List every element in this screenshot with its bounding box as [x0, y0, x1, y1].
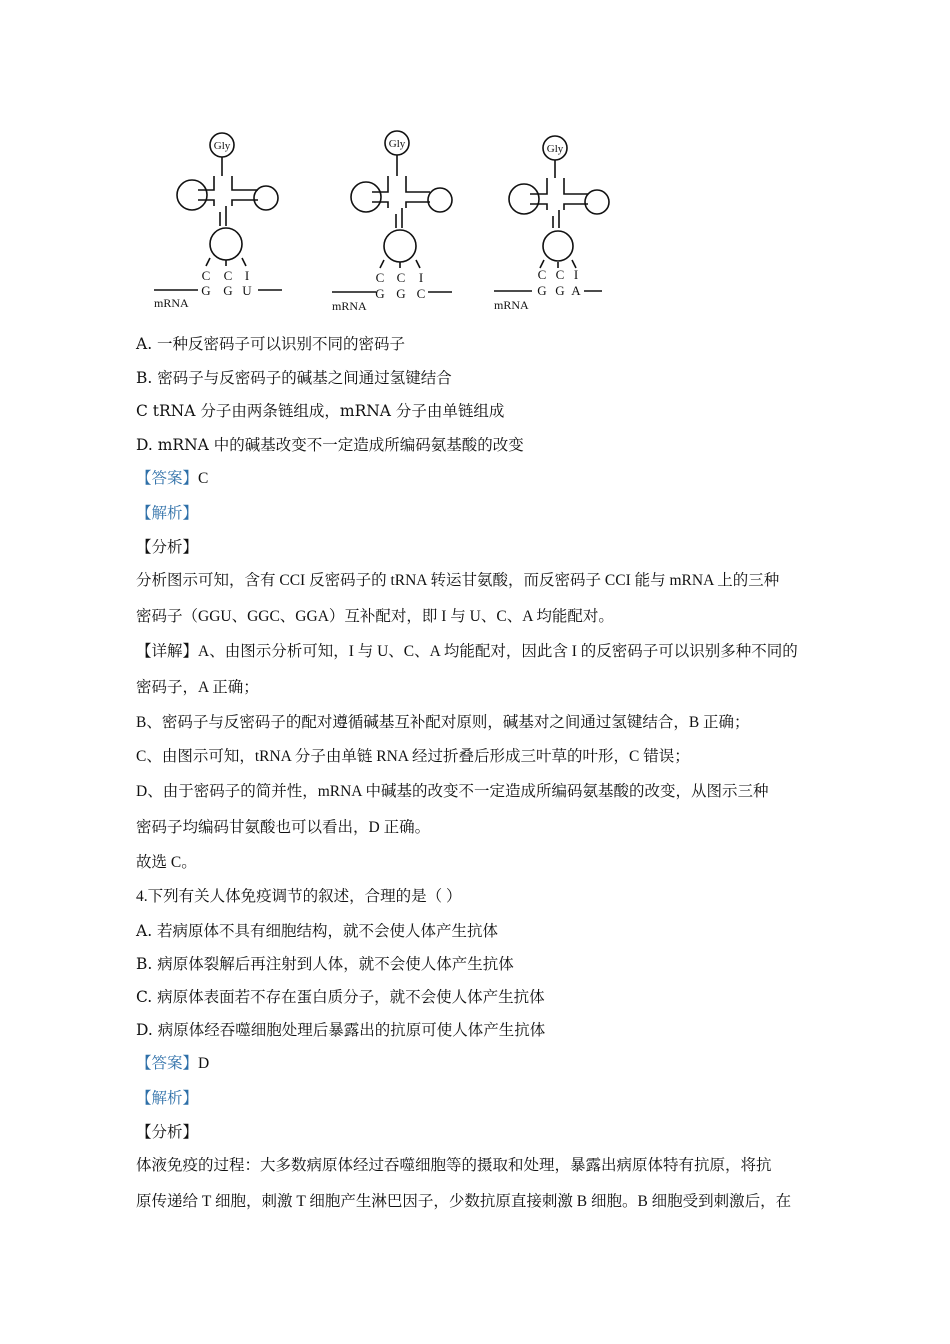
anticodon-base: C: [201, 268, 211, 283]
q4-option-a: A. 若病原体不具有细胞结构，就不会使人体产生抗体: [136, 922, 499, 940]
anticodon-base: I: [573, 267, 579, 282]
anticodon-base: I: [244, 268, 250, 283]
anticodon-base: C: [223, 268, 233, 283]
q3-detail-line-2: 密码子，A 正确；: [136, 679, 259, 696]
trna-panel-3: [494, 136, 609, 291]
answer-value: C: [198, 470, 209, 487]
q4-option-d: D. 病原体经吞噬细胞处理后暴露出的抗原可使人体产生抗体: [136, 1021, 546, 1039]
q3-option-c: C tRNA 分子由两条链组成，mRNA 分子由单链组成: [136, 402, 505, 420]
codon-base: G: [223, 283, 233, 298]
trna-diagram: [150, 128, 620, 318]
answer-value: D: [198, 1055, 210, 1072]
q3-answer: [136, 468, 208, 489]
trna-panel-1: [154, 133, 282, 290]
anticodon-base: C: [555, 267, 565, 282]
mrna-label: mRNA: [332, 299, 367, 313]
q3-conclusion: 故选 C。: [136, 854, 197, 871]
q3-detail-line-4: C、由图示可知，tRNA 分子由单链 RNA 经过折叠后形成三叶草的叶形，C 错误；: [136, 748, 690, 765]
anticodon-base: C: [396, 270, 406, 285]
amino-acid-label-2: Gly: [388, 138, 406, 150]
q3-option-b: B. 密码子与反密码子的碱基之间通过氢键结合: [136, 369, 452, 387]
q3-detail-line-5: D、由于密码子的简并性，mRNA 中碱基的改变不一定造成所编码氨基酸的改变，从图示三种: [136, 783, 769, 800]
q3-analysis-tag: 【分析】: [136, 538, 199, 556]
q3-analysis-line-1: 分析图示可知，含有 CCI 反密码子的 tRNA 转运甘氨酸，而反密码子 CCI 能与 mRNA 上的三种: [136, 572, 780, 589]
anticodon-base: I: [418, 270, 424, 285]
trna-panel-2: [332, 131, 452, 292]
amino-acid-label-3: Gly: [546, 143, 564, 155]
codon-base: C: [416, 286, 426, 301]
q4-stem: 4.下列有关人体免疫调节的叙述，合理的是（ ）: [136, 888, 462, 905]
q3-option-d: D. mRNA 中的碱基改变不一定造成所编码氨基酸的改变: [136, 436, 524, 454]
q3-detail-line-6: 密码子均编码甘氨酸也可以看出，D 正确。: [136, 819, 431, 836]
codon-base: G: [537, 283, 547, 298]
codon-base: G: [396, 286, 406, 301]
mrna-label: mRNA: [154, 296, 189, 310]
trna-figure: [150, 128, 620, 318]
q3-option-a: A. 一种反密码子可以识别不同的密码子: [136, 335, 406, 353]
amino-acid-label-1: Gly: [213, 140, 231, 152]
q4-explain-tag: 【解析】: [136, 1089, 199, 1107]
codon-base: A: [571, 283, 581, 298]
q4-analysis-tag: 【分析】: [136, 1123, 199, 1141]
answer-tag: 【答案】: [136, 1054, 199, 1072]
q3-analysis-line-2: 密码子（GGU、GGC、GGA）互补配对，即 I 与 U、C、A 均能配对。: [136, 608, 614, 625]
q4-option-b: B. 病原体裂解后再注射到人体，就不会使人体产生抗体: [136, 955, 514, 973]
codon-base: G: [555, 283, 565, 298]
codon-base: G: [375, 286, 385, 301]
q3-detail-line-1: 【详解】A、由图示分析可知，I 与 U、C、A 均能配对，因此含 I 的反密码子可以识别多种不同的: [136, 643, 798, 660]
codon-base: G: [201, 283, 211, 298]
q4-analysis-line-2: 原传递给 T 细胞，刺激 T 细胞产生淋巴因子，少数抗原直接刺激 B 细胞。B 细胞受到刺激后，在: [136, 1193, 792, 1210]
anticodon-base: C: [537, 267, 547, 282]
mrna-label: mRNA: [494, 298, 529, 312]
q3-explain-tag: 【解析】: [136, 504, 199, 522]
codon-base: U: [242, 283, 252, 298]
q4-option-c: C. 病原体表面若不存在蛋白质分子，就不会使人体产生抗体: [136, 988, 545, 1006]
q4-analysis-line-1: 体液免疫的过程：大多数病原体经过吞噬细胞等的摄取和处理，暴露出病原体特有抗原，将抗: [136, 1157, 772, 1174]
answer-tag: 【答案】: [136, 469, 199, 487]
q4-answer: [136, 1053, 209, 1074]
q3-detail-line-3: B、密码子与反密码子的配对遵循碱基互补配对原则，碱基对之间通过氢键结合，B 正确；: [136, 714, 750, 731]
anticodon-base: C: [375, 270, 385, 285]
